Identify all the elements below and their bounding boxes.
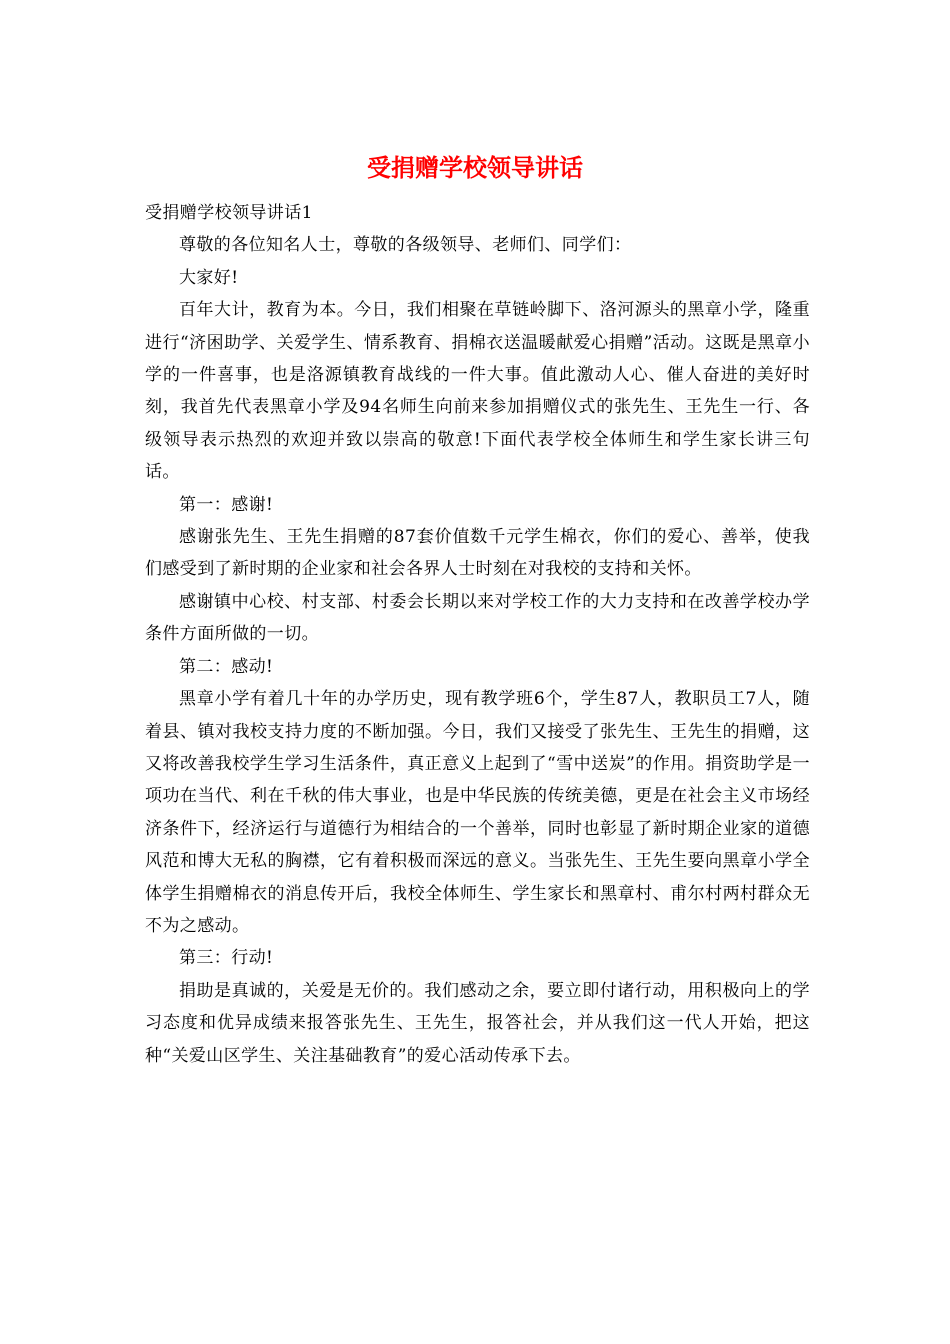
paragraph-heading-action: 第三：行动! bbox=[179, 948, 274, 969]
paragraph-intro: 百年大计，教育为本。今日，我们相聚在草链岭脚下、洛河源头的黑章小学，隆重进行“济困助学、关爱学生、情系教育、捐棉衣送温暖献爱心捐赠”活动。这既是黑章小学的一件喜事，也是洛源镇教育战线的一件大事。值此激动人心、催人奋进的美好时刻，我首先代表黑章小学及94名师生向前来参加捐赠仪式的张先生、王先生一行、各级领导表示热烈的欢迎并致以崇高的敬意!下面代表学校全体师生和学生家长讲三句话。 bbox=[145, 300, 810, 483]
paragraph-salutation: 尊敬的各位知名人士，尊敬的各级领导、老师们、同学们： bbox=[179, 235, 632, 256]
document-body bbox=[145, 197, 810, 1072]
paragraph-moved: 黑章小学有着几十年的办学历史，现有教学班6个，学生87人，教职员工7人，随着县、镇对我校支持力度的不断加强。今日，我们又接受了张先生、王先生的捐赠，这又将改善我校学生学习生活条件，真正意义上起到了“雪中送炭”的作用。捐资助学是一项功在当代、利在千秋的伟大事业，也是中华民族的传统美德，更是在社会主义市场经济条件下，经济运行与道德行为相结合的一个善举，同时也彰显了新时期企业家的道德风范和博大无私的胸襟，它有着积极而深远的意义。当张先生、王先生要向黑章小学全体学生捐赠棉衣的消息传开后，我校全体师生、学生家长和黑章村、甫尔村两村群众无不为之感动。 bbox=[145, 689, 810, 936]
paragraph-greeting: 大家好! bbox=[179, 267, 239, 288]
paragraph-heading-moved: 第二：感动! bbox=[179, 656, 274, 677]
paragraph-thanks-donors: 感谢张先生、王先生捐赠的87套价值数千元学生棉衣，你们的爱心、善举，使我们感受到了新时期的企业家和社会各界人士时刻在对我校的支持和关怀。 bbox=[145, 527, 810, 580]
paragraph-thanks-officials: 感谢镇中心校、村支部、村委会长期以来对学校工作的大力支持和在改善学校办学条件方面所做的一切。 bbox=[145, 591, 810, 645]
paragraph-subtitle: 受捐赠学校领导讲话1 bbox=[145, 203, 313, 223]
paragraph-heading-thanks: 第一：感谢! bbox=[179, 494, 274, 515]
document-title: 受捐赠学校领导讲话 bbox=[367, 153, 583, 182]
paragraph-action: 捐助是真诚的，关爱是无价的。我们感动之余，要立即付诸行动，用积极向上的学习态度和优异成绩来报答张先生、王先生，报答社会，并从我们这一代人开始，把这种“关爱山区学生、关注基础教育”的爱心活动传承下去。 bbox=[145, 980, 810, 1066]
